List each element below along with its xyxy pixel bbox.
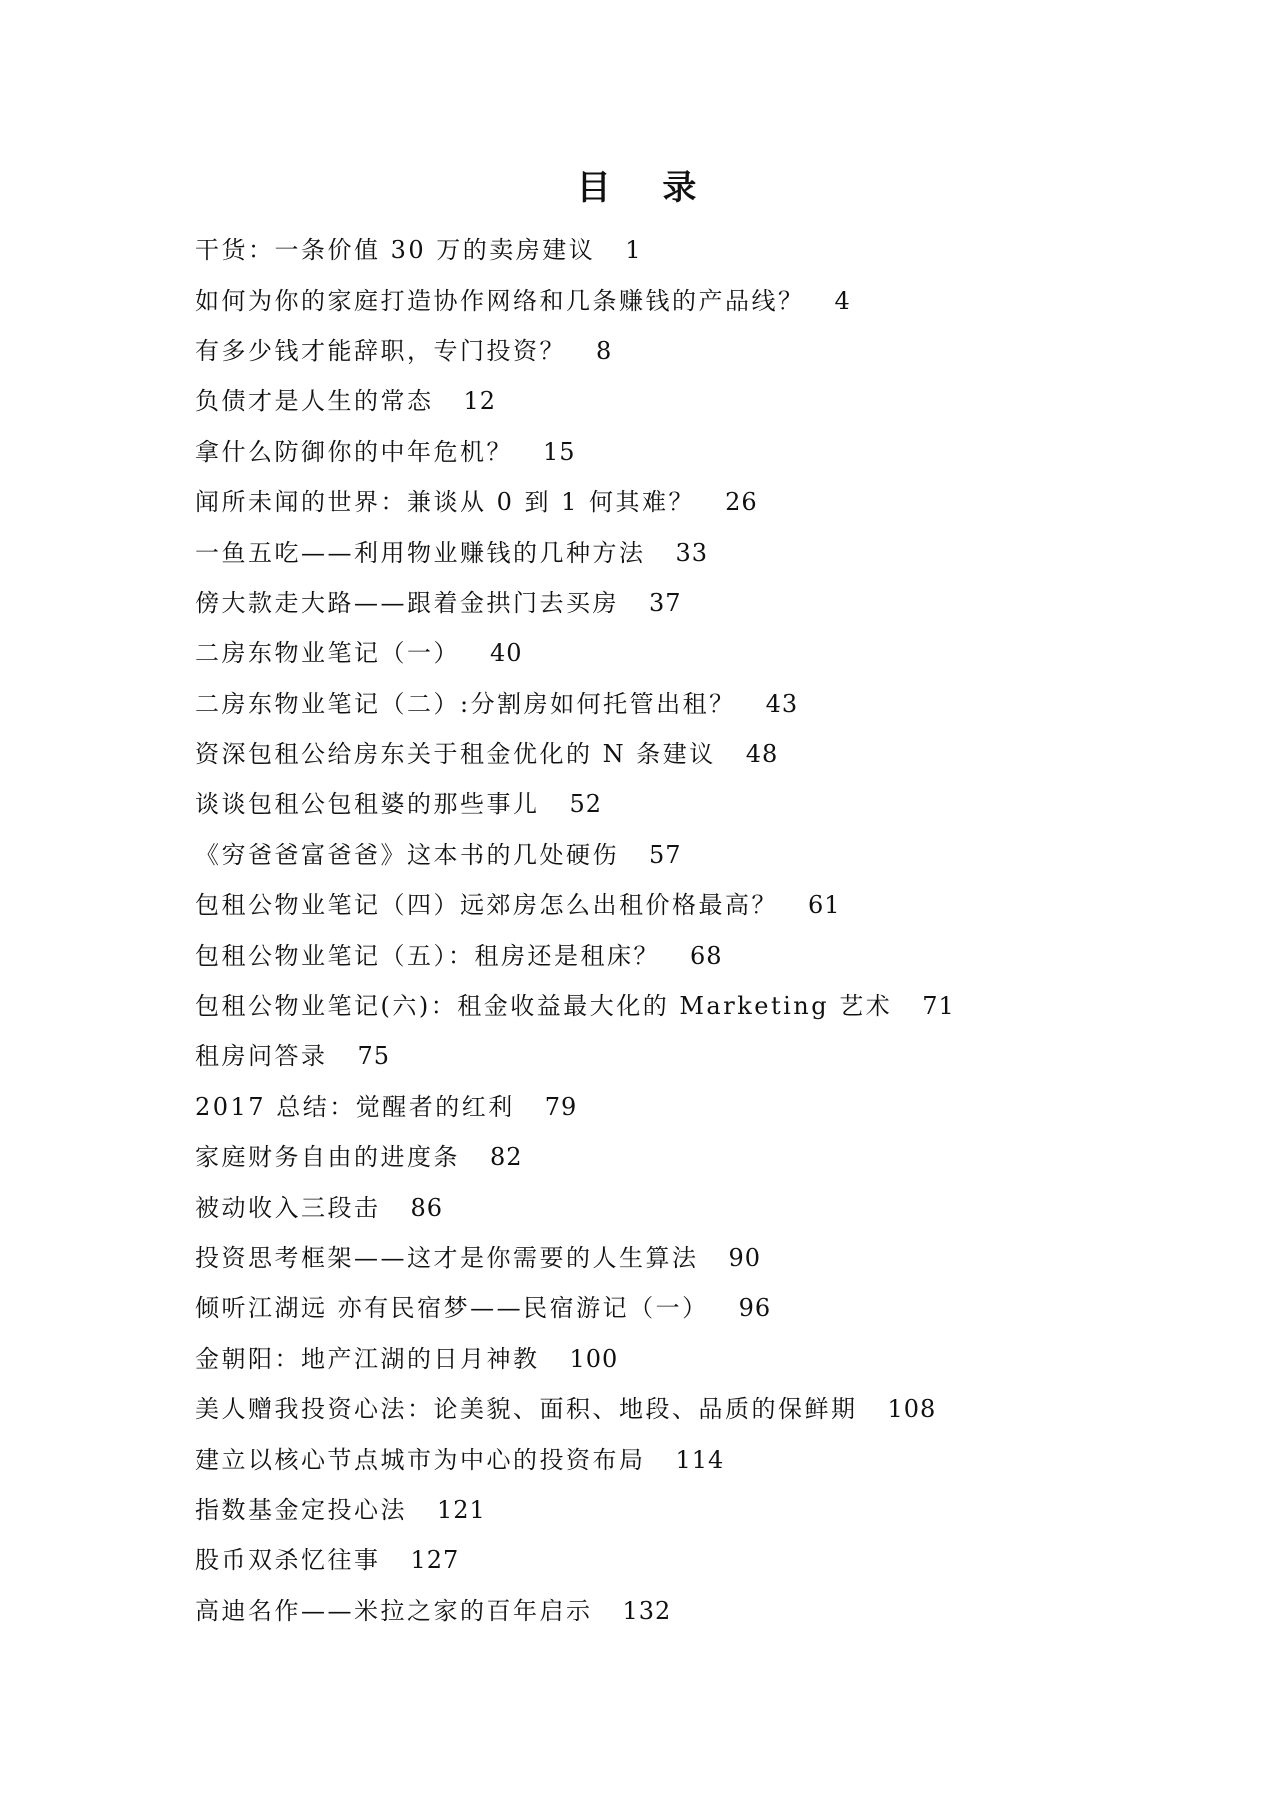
- toc-entry[interactable]: [195, 779, 1195, 829]
- toc-entry-title: 资深包租公给房东关于租金优化的 N 条建议: [195, 740, 716, 769]
- toc-entry[interactable]: [195, 1283, 1195, 1333]
- toc-entry-page-number: 37: [649, 588, 682, 617]
- toc-entry-title: 二房东物业笔记（二）:分割房如何托管出租？: [195, 689, 736, 718]
- toc-entry-page-number: 26: [725, 488, 758, 517]
- toc-entry-title: 股币双杀忆往事: [195, 1546, 381, 1575]
- toc-entry-page-number: 71: [922, 992, 955, 1021]
- toc-entry-title: 金朝阳：地产江湖的日月神教: [195, 1344, 540, 1373]
- toc-entry[interactable]: [195, 527, 1195, 577]
- toc-entry-page-number: 82: [490, 1143, 523, 1172]
- toc-entry[interactable]: [195, 1586, 1195, 1636]
- toc-entry-page-number: 52: [569, 790, 603, 819]
- toc-entry-page-number: 108: [887, 1395, 937, 1424]
- toc-entry-page-number: 90: [728, 1244, 762, 1272]
- toc-entry-page-number: 79: [544, 1092, 578, 1121]
- toc-entry-title: 美人赠我投资心法：论美貌、面积、地段、品质的保鲜期: [195, 1395, 858, 1424]
- toc-entry[interactable]: [195, 1233, 1195, 1283]
- toc-entry[interactable]: [195, 275, 1195, 325]
- toc-entry-page-number: 96: [738, 1294, 772, 1323]
- toc-entry[interactable]: [195, 1384, 1195, 1434]
- toc-entry-title: 投资思考框架——这才是你需要的人生算法: [195, 1244, 699, 1272]
- toc-entry-page-number: 43: [765, 689, 799, 718]
- toc-entry[interactable]: [195, 628, 1195, 678]
- toc-entry[interactable]: [195, 1434, 1195, 1484]
- toc-entry[interactable]: [195, 1334, 1195, 1384]
- toc-entry[interactable]: [195, 477, 1195, 527]
- toc-entry-title: 包租公物业笔记（四）远郊房怎么出租价格最高？: [195, 891, 778, 920]
- toc-heading: 目 录: [576, 168, 717, 208]
- toc-entry-title: 租房问答录: [195, 1042, 328, 1071]
- toc-entry-title: 高迪名作——米拉之家的百年启示: [195, 1596, 593, 1625]
- toc-entry-title: 如何为你的家庭打造协作网络和几条赚钱的产品线？: [195, 286, 805, 315]
- toc-entry-title: 包租公物业笔记（五）：租房还是租床？: [195, 941, 660, 970]
- toc-entry-page-number: 114: [675, 1445, 725, 1474]
- toc-entry-page-number: 57: [649, 840, 682, 869]
- toc-entry-page-number: 40: [490, 639, 523, 668]
- toc-entry-title: 一鱼五吃——利用物业赚钱的几种方法: [195, 538, 646, 567]
- toc-entry-page-number: 68: [690, 941, 723, 970]
- toc-entry[interactable]: [195, 1132, 1195, 1182]
- toc-entry[interactable]: [195, 427, 1195, 477]
- toc-entry[interactable]: [195, 679, 1195, 729]
- toc-entry[interactable]: [195, 1535, 1195, 1585]
- toc-entry-page-number: 121: [437, 1495, 486, 1524]
- toc-entry-title: 包租公物业笔记(六)：租金收益最大化的 Marketing 艺术: [195, 992, 893, 1021]
- toc-entry-title: 闻所未闻的世界：兼谈从 0 到 1 何其难？: [195, 488, 696, 517]
- toc-entry-page-number: 127: [410, 1546, 460, 1575]
- toc-entry[interactable]: [195, 225, 1195, 275]
- toc-entry[interactable]: [195, 1182, 1195, 1232]
- toc-entry-page-number: 132: [622, 1596, 672, 1625]
- toc-entry-page-number: 4: [834, 286, 851, 315]
- toc-entry-title: 指数基金定投心法: [195, 1495, 407, 1524]
- toc-entry-title: 家庭财务自由的进度条: [195, 1143, 460, 1172]
- toc-entry-title: 拿什么防御你的中年危机？: [195, 437, 513, 466]
- toc-entry[interactable]: [195, 326, 1195, 376]
- toc-entry-title: 二房东物业笔记（一）: [195, 639, 460, 668]
- toc-entry-page-number: 86: [410, 1193, 444, 1222]
- toc-entry-title: 干货：一条价值 30 万的卖房建议: [195, 236, 596, 265]
- toc-entry[interactable]: [195, 1485, 1195, 1535]
- toc-entry-page-number: 61: [808, 891, 841, 920]
- toc-entry-title: 谈谈包租公包租婆的那些事儿: [195, 790, 540, 819]
- toc-entry[interactable]: [195, 1031, 1195, 1081]
- toc-entry-title: 《穷爸爸富爸爸》这本书的几处硬伤: [195, 840, 619, 869]
- toc-entry[interactable]: [195, 376, 1195, 426]
- toc-entry-title: 建立以核心节点城市为中心的投资布局: [195, 1445, 646, 1474]
- toc-entry-title: 傍大款走大路——跟着金拱门去买房: [195, 588, 619, 617]
- toc-entry[interactable]: [195, 930, 1195, 980]
- toc-entry-title: 倾听江湖远 亦有民宿梦——民宿游记（一）: [195, 1294, 709, 1323]
- toc-entry[interactable]: [195, 880, 1195, 930]
- toc-entry[interactable]: [195, 729, 1195, 779]
- toc-entry-page-number: 8: [596, 336, 613, 365]
- toc-entry-title: 负债才是人生的常态: [195, 387, 434, 416]
- toc-list: [195, 225, 1195, 1636]
- toc-entry-page-number: 15: [543, 437, 576, 466]
- toc-entry[interactable]: [195, 981, 1195, 1031]
- toc-entry-page-number: 100: [569, 1344, 619, 1373]
- toc-entry-page-number: 1: [625, 236, 642, 265]
- toc-entry[interactable]: [195, 578, 1195, 628]
- toc-entry-page-number: 75: [357, 1042, 391, 1071]
- toc-entry-title: 被动收入三段击: [195, 1193, 381, 1222]
- toc-entry-page-number: 12: [463, 387, 497, 416]
- toc-entry[interactable]: [195, 1082, 1195, 1132]
- toc-entry-title: 有多少钱才能辞职，专门投资？: [195, 336, 566, 365]
- toc-entry-title: 2017 总结：觉醒者的红利: [195, 1092, 515, 1121]
- toc-entry-page-number: 48: [745, 740, 779, 769]
- toc-entry[interactable]: [195, 830, 1195, 880]
- toc-entry-page-number: 33: [675, 538, 709, 567]
